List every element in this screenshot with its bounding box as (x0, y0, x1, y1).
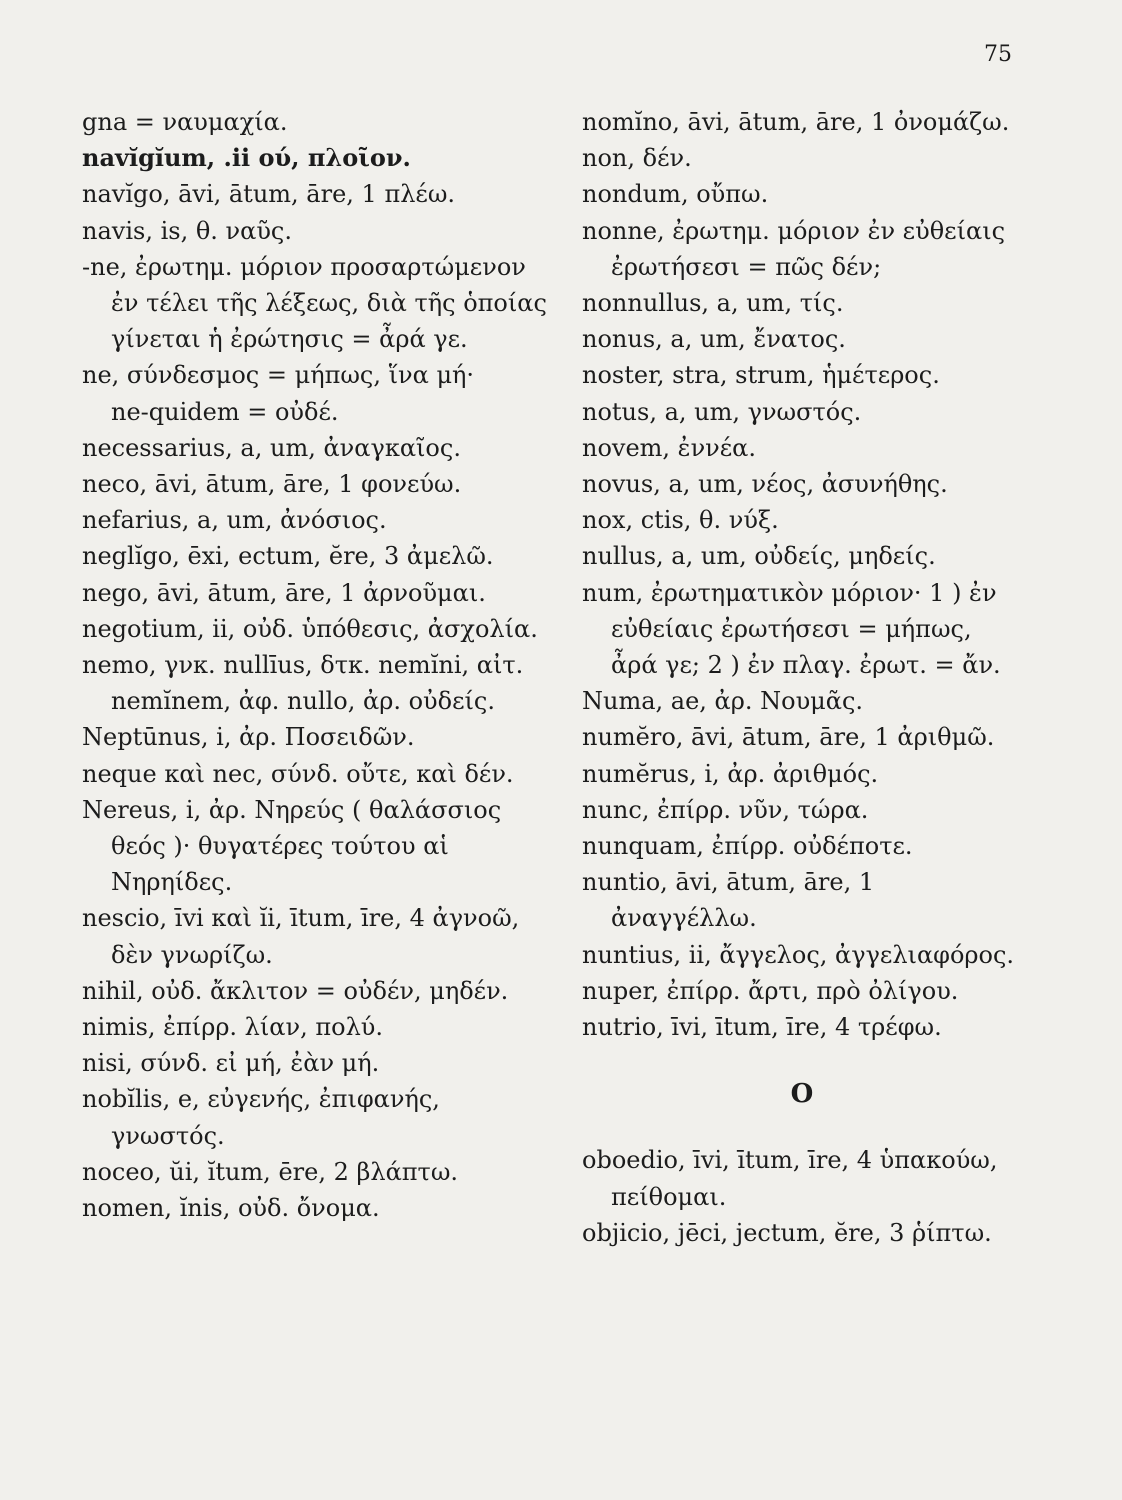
dictionary-entry: nondum, οὔπω. (582, 180, 769, 209)
dictionary-entry: nullus, a, um, οὐδείς, μηδείς. (582, 542, 936, 571)
dictionary-entry: nimis, ἐπίρρ. λίαν, πολύ. (82, 1013, 384, 1042)
dictionary-entry: nutrio, īvi, ītum, īre, 4 τρέφω. (582, 1013, 942, 1042)
dictionary-entry: nox, ctis, θ. νύξ. (582, 506, 779, 535)
dictionary-entry: nemo, γνκ. nullīus, δτκ. nemĭni, αἰτ. nemĭnem, ἀφ. nullo, ἀρ. οὐδείς. (82, 651, 531, 716)
dictionary-entry: nuntius, ii, ἄγγελος, ἀγγελιαφόρος. (582, 940, 1015, 969)
dictionary-entry: numĕrus, i, ἀρ. ἀριθμός. (582, 759, 879, 788)
dictionary-entry: numĕro, āvi, ātum, āre, 1 ἀριθμῶ. (582, 723, 995, 752)
dictionary-entry: navis, is, θ. ναῦς. (82, 216, 292, 245)
dictionary-entry: neco, āvi, ātum, āre, 1 φονεύω. (82, 470, 462, 499)
dictionary-entry: num, ἐρωτηματικὸν μόριον· 1 ) ἐν εὐθείαις ἐρωτήσεσι = μήπως, ἆρά γε; 2 ) ἐν πλαγ. ἐρωτ. = ἄν. (582, 578, 1005, 680)
dictionary-entry: noster, stra, strum, ἡμέτερος. (582, 361, 940, 390)
dictionary-entry: navĭgo, āvi, ātum, āre, 1 πλέω. (82, 180, 456, 209)
dictionary-entry: oboedio, īvi, ītum, īre, 4 ὑπακούω, πείθομαι. (582, 1146, 1006, 1211)
dictionary-entry: objicio, jēci, jectum, ĕre, 3 ῥίπτω. (582, 1218, 992, 1247)
dictionary-entry: nescio, īvi καὶ ĭi, ītum, īre, 4 ἀγνοῶ, δὲν γνωρίζω. (82, 904, 527, 969)
dictionary-entry: nefarius, a, um, ἀνόσιος. (82, 506, 387, 535)
left-column (82, 104, 555, 1226)
section-letter-heading: O (790, 1079, 814, 1110)
right-column (582, 104, 1022, 1251)
dictionary-entry: negotium, ii, οὐδ. ὑπόθεσις, ἀσχολία. (82, 614, 538, 643)
dictionary-entry: nonne, ἐρωτημ. μόριον ἐν εὐθείαις ἐρωτήσεσι = πῶς δέν; (582, 216, 1013, 281)
dictionary-entry: navĭgĭum, .ii ού, πλοῖον. (82, 143, 411, 173)
dictionary-entry: nuntio, āvi, ātum, āre, 1 ἀναγγέλλω. (582, 868, 882, 933)
dictionary-entry: ne-quidem = οὐδέ. (111, 397, 339, 426)
dictionary-entry: nihil, οὐδ. ἄκλιτον = οὐδέν, μηδέν. (82, 976, 509, 1005)
dictionary-entry: nego, āvi, ātum, āre, 1 ἀρνοῦμαι. (82, 578, 486, 607)
page-number: 75 (984, 42, 1012, 67)
dictionary-entry: ne, σύνδεσμος = μήπως, ἵνα μή· (82, 361, 475, 390)
dictionary-entry: nomen, ĭnis, οὐδ. ὄνομα. (82, 1194, 380, 1223)
dictionary-entry: nonnullus, a, um, τίς. (582, 289, 844, 318)
dictionary-entry: nunquam, ἐπίρρ. οὐδέποτε. (582, 832, 913, 861)
dictionary-entry: Neptūnus, i, ἀρ. Ποσειδῶν. (82, 723, 415, 752)
dictionary-entry: nisi, σύνδ. εἰ μή, ἐὰν μή. (82, 1049, 380, 1078)
dictionary-entry: Nereus, i, ἀρ. Νηρεύς ( θαλάσσιος θεός )· θυγατέρες τούτου αἱ Νηρηίδες. (82, 795, 509, 897)
dictionary-entry: necessarius, a, um, ἀναγκαῖος. (82, 433, 461, 462)
dictionary-entry: -ne, ἐρωτημ. μόριον προσαρτώμενον ἐν τέλει τῆς λέξεως, διὰ τῆς ὁποίας γίνεται ἡ ἐρώτησις = ἆρά γε. (82, 252, 555, 354)
dictionary-entry: novem, ἐννέα. (582, 433, 757, 462)
dictionary-entry: nuper, ἐπίρρ. ἄρτι, πρὸ ὀλίγου. (582, 976, 959, 1005)
dictionary-entry: neque καὶ nec, σύνδ. οὔτε, καὶ δέν. (82, 759, 514, 788)
dictionary-entry: neglĭgo, ēxi, ectum, ĕre, 3 ἀμελῶ. (82, 542, 494, 571)
dictionary-entry: nomĭno, āvi, ātum, āre, 1 ὀνομάζω. (582, 108, 1010, 136)
dictionary-entry: gna = ναυμαχία. (82, 108, 288, 136)
dictionary-entry: novus, a, um, νέος, ἀσυνήθης. (582, 470, 948, 499)
dictionary-entry: non, δέν. (582, 144, 692, 173)
dictionary-entry: Numa, ae, ἀρ. Νουμᾶς. (582, 687, 864, 716)
dictionary-entry: noceo, ŭi, ĭtum, ēre, 2 βλάπτω. (82, 1157, 459, 1186)
dictionary-entry: nobĭlis, e, εὐγενής, ἐπιφανής, γνωστός. (82, 1085, 448, 1150)
dictionary-entry: notus, a, um, γνωστός. (582, 397, 862, 426)
dictionary-entry: nonus, a, um, ἔνατος. (582, 325, 846, 354)
dictionary-entry: nunc, ἐπίρρ. νῦν, τώρα. (582, 795, 869, 824)
